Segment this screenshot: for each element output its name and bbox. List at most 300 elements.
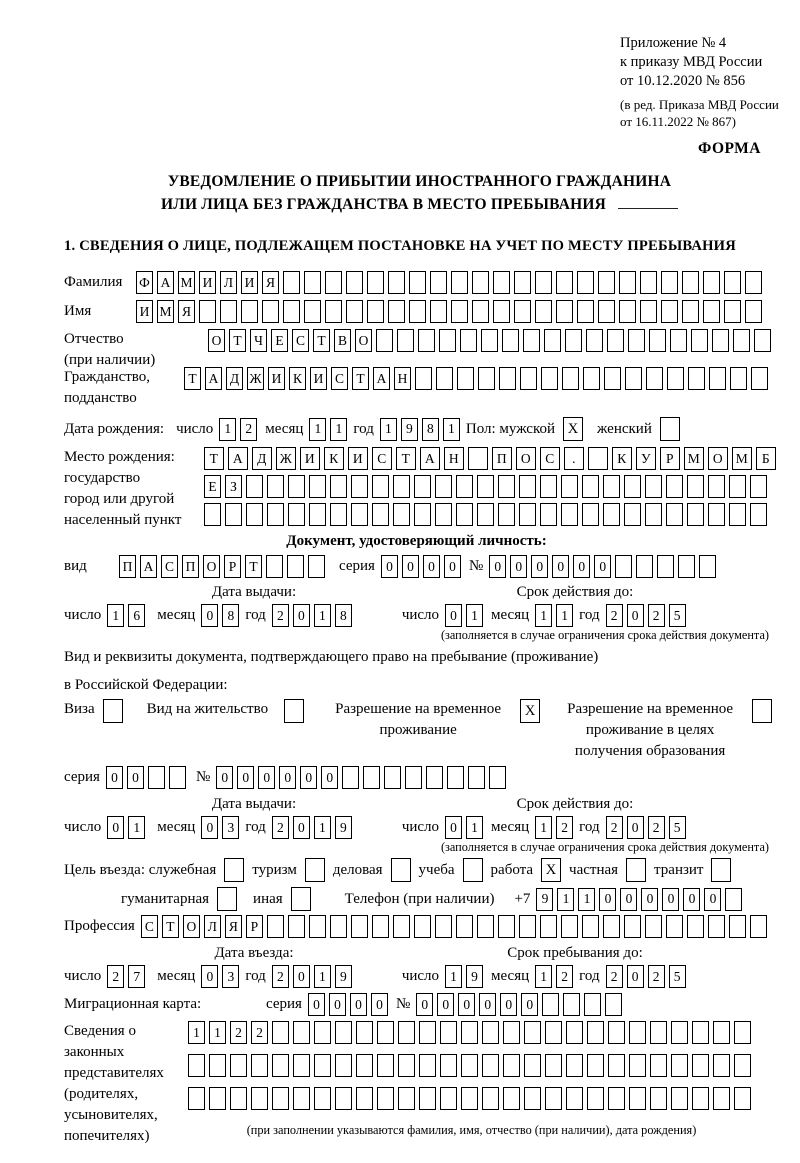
char-cell[interactable] [414, 503, 431, 526]
char-cell[interactable]: А [228, 447, 248, 470]
char-cell[interactable]: 3 [222, 816, 239, 839]
char-cell[interactable] [598, 271, 615, 294]
char-cell[interactable] [703, 271, 720, 294]
char-cell[interactable] [751, 367, 768, 390]
char-cell[interactable] [649, 329, 666, 352]
char-cell[interactable] [650, 1021, 667, 1044]
char-cell[interactable]: А [205, 367, 222, 390]
char-cell[interactable] [418, 329, 435, 352]
char-cell[interactable] [335, 1054, 352, 1077]
char-cell[interactable] [188, 1087, 205, 1110]
char-cell[interactable] [583, 367, 600, 390]
char-cell[interactable] [607, 329, 624, 352]
char-cell[interactable] [645, 475, 662, 498]
char-cell[interactable] [304, 300, 321, 323]
char-cell[interactable]: . [564, 447, 584, 470]
char-cell[interactable]: 2 [240, 418, 257, 441]
char-cell[interactable]: С [331, 367, 348, 390]
char-cell[interactable] [477, 503, 494, 526]
char-cell[interactable] [314, 1021, 331, 1044]
char-cell[interactable] [540, 475, 557, 498]
char-cell[interactable] [671, 1021, 688, 1044]
char-cell[interactable] [272, 1021, 289, 1044]
char-cell[interactable] [724, 271, 741, 294]
char-cell[interactable]: 0 [416, 993, 433, 1016]
char-cell[interactable]: 1 [209, 1021, 226, 1044]
char-cell[interactable] [241, 300, 258, 323]
char-cell[interactable] [587, 1054, 604, 1077]
char-cell[interactable]: С [540, 447, 560, 470]
char-cell[interactable] [188, 1054, 205, 1077]
char-cell[interactable] [335, 1087, 352, 1110]
char-cell[interactable]: 2 [606, 965, 623, 988]
char-cell[interactable] [342, 766, 359, 789]
char-cell[interactable] [542, 993, 559, 1016]
char-cell[interactable]: А [420, 447, 440, 470]
char-cell[interactable]: Е [204, 475, 221, 498]
char-cell[interactable] [435, 475, 452, 498]
char-cell[interactable] [493, 271, 510, 294]
char-cell[interactable] [439, 329, 456, 352]
char-cell[interactable]: 1 [535, 816, 552, 839]
char-cell[interactable] [745, 271, 762, 294]
char-cell[interactable] [414, 915, 431, 938]
char-cell[interactable]: 0 [479, 993, 496, 1016]
char-cell[interactable] [541, 367, 558, 390]
char-cell[interactable] [304, 271, 321, 294]
char-cell[interactable] [725, 888, 742, 911]
char-cell[interactable] [577, 300, 594, 323]
purpose-study-checkbox[interactable] [463, 858, 483, 882]
char-cell[interactable]: 5 [669, 816, 686, 839]
char-cell[interactable] [209, 1087, 226, 1110]
char-cell[interactable]: О [203, 555, 220, 578]
char-cell[interactable] [435, 503, 452, 526]
char-cell[interactable] [148, 766, 165, 789]
char-cell[interactable]: Д [252, 447, 272, 470]
char-cell[interactable] [482, 1087, 499, 1110]
char-cell[interactable]: 1 [557, 888, 574, 911]
char-cell[interactable] [666, 915, 683, 938]
char-cell[interactable]: Р [246, 915, 263, 938]
char-cell[interactable]: 9 [536, 888, 553, 911]
purpose-work-checkbox[interactable]: X [541, 858, 561, 882]
char-cell[interactable] [544, 329, 561, 352]
char-cell[interactable]: 9 [335, 816, 352, 839]
char-cell[interactable] [440, 1021, 457, 1044]
char-cell[interactable]: Т [313, 329, 330, 352]
char-cell[interactable] [503, 1087, 520, 1110]
char-cell[interactable]: 0 [662, 888, 679, 911]
char-cell[interactable]: 0 [521, 993, 538, 1016]
char-cell[interactable] [687, 503, 704, 526]
char-cell[interactable]: Т [229, 329, 246, 352]
char-cell[interactable] [582, 915, 599, 938]
char-cell[interactable] [671, 1087, 688, 1110]
char-cell[interactable] [691, 329, 708, 352]
char-cell[interactable] [414, 475, 431, 498]
char-cell[interactable]: Ж [247, 367, 264, 390]
char-cell[interactable] [624, 915, 641, 938]
char-cell[interactable] [367, 271, 384, 294]
char-cell[interactable] [456, 915, 473, 938]
char-cell[interactable]: 1 [443, 418, 460, 441]
char-cell[interactable] [713, 1087, 730, 1110]
char-cell[interactable]: М [732, 447, 752, 470]
char-cell[interactable] [687, 915, 704, 938]
char-cell[interactable] [393, 503, 410, 526]
char-cell[interactable] [692, 1021, 709, 1044]
char-cell[interactable] [351, 915, 368, 938]
char-cell[interactable] [456, 503, 473, 526]
char-cell[interactable]: Т [162, 915, 179, 938]
char-cell[interactable] [540, 915, 557, 938]
char-cell[interactable] [545, 1087, 562, 1110]
char-cell[interactable] [293, 1054, 310, 1077]
char-cell[interactable] [556, 271, 573, 294]
char-cell[interactable]: 1 [128, 816, 145, 839]
char-cell[interactable]: Т [396, 447, 416, 470]
char-cell[interactable] [745, 300, 762, 323]
char-cell[interactable] [582, 503, 599, 526]
char-cell[interactable]: 0 [216, 766, 233, 789]
char-cell[interactable] [447, 766, 464, 789]
char-cell[interactable]: 1 [107, 604, 124, 627]
char-cell[interactable] [356, 1021, 373, 1044]
char-cell[interactable]: 5 [669, 965, 686, 988]
char-cell[interactable] [556, 300, 573, 323]
char-cell[interactable] [419, 1021, 436, 1044]
char-cell[interactable] [699, 555, 716, 578]
char-cell[interactable]: Р [660, 447, 680, 470]
char-cell[interactable] [688, 367, 705, 390]
char-cell[interactable] [587, 1087, 604, 1110]
char-cell[interactable]: И [300, 447, 320, 470]
char-cell[interactable] [565, 329, 582, 352]
char-cell[interactable]: Ж [276, 447, 296, 470]
char-cell[interactable]: С [372, 447, 392, 470]
char-cell[interactable]: 8 [335, 604, 352, 627]
char-cell[interactable] [667, 367, 684, 390]
char-cell[interactable] [325, 300, 342, 323]
char-cell[interactable] [430, 300, 447, 323]
char-cell[interactable] [524, 1021, 541, 1044]
char-cell[interactable] [330, 503, 347, 526]
char-cell[interactable]: О [355, 329, 372, 352]
char-cell[interactable]: 0 [627, 604, 644, 627]
char-cell[interactable]: М [157, 300, 174, 323]
char-cell[interactable]: 0 [683, 888, 700, 911]
char-cell[interactable] [729, 915, 746, 938]
char-cell[interactable]: С [161, 555, 178, 578]
char-cell[interactable] [619, 300, 636, 323]
char-cell[interactable] [393, 915, 410, 938]
char-cell[interactable] [628, 329, 645, 352]
char-cell[interactable] [514, 271, 531, 294]
char-cell[interactable] [562, 367, 579, 390]
char-cell[interactable] [563, 993, 580, 1016]
char-cell[interactable] [603, 915, 620, 938]
char-cell[interactable] [498, 503, 515, 526]
char-cell[interactable]: 1 [314, 965, 331, 988]
char-cell[interactable]: К [612, 447, 632, 470]
char-cell[interactable] [629, 1087, 646, 1110]
char-cell[interactable] [266, 555, 283, 578]
char-cell[interactable]: О [516, 447, 536, 470]
char-cell[interactable]: 2 [648, 965, 665, 988]
char-cell[interactable] [499, 367, 516, 390]
char-cell[interactable] [519, 475, 536, 498]
char-cell[interactable] [435, 915, 452, 938]
char-cell[interactable]: Т [352, 367, 369, 390]
char-cell[interactable] [692, 1087, 709, 1110]
char-cell[interactable] [514, 300, 531, 323]
char-cell[interactable]: 0 [107, 816, 124, 839]
char-cell[interactable] [367, 300, 384, 323]
char-cell[interactable] [713, 1021, 730, 1044]
char-cell[interactable]: 0 [279, 766, 296, 789]
char-cell[interactable] [251, 1054, 268, 1077]
char-cell[interactable]: 0 [445, 604, 462, 627]
char-cell[interactable]: А [373, 367, 390, 390]
char-cell[interactable]: 0 [458, 993, 475, 1016]
char-cell[interactable] [482, 1054, 499, 1077]
char-cell[interactable] [650, 1087, 667, 1110]
char-cell[interactable]: 0 [704, 888, 721, 911]
char-cell[interactable] [388, 271, 405, 294]
char-cell[interactable] [734, 1054, 751, 1077]
char-cell[interactable] [640, 271, 657, 294]
char-cell[interactable]: 0 [293, 965, 310, 988]
char-cell[interactable]: 0 [350, 993, 367, 1016]
char-cell[interactable] [346, 300, 363, 323]
char-cell[interactable]: 0 [300, 766, 317, 789]
char-cell[interactable] [657, 555, 674, 578]
char-cell[interactable]: 0 [201, 604, 218, 627]
char-cell[interactable] [477, 915, 494, 938]
char-cell[interactable] [288, 915, 305, 938]
char-cell[interactable]: 0 [599, 888, 616, 911]
char-cell[interactable] [750, 475, 767, 498]
char-cell[interactable] [293, 1087, 310, 1110]
char-cell[interactable]: 1 [314, 816, 331, 839]
purpose-official-checkbox[interactable] [224, 858, 244, 882]
char-cell[interactable]: 0 [201, 965, 218, 988]
char-cell[interactable]: Т [204, 447, 224, 470]
char-cell[interactable]: И [136, 300, 153, 323]
char-cell[interactable]: 1 [535, 604, 552, 627]
char-cell[interactable]: К [289, 367, 306, 390]
char-cell[interactable]: 0 [627, 816, 644, 839]
char-cell[interactable] [272, 1087, 289, 1110]
char-cell[interactable] [519, 915, 536, 938]
char-cell[interactable] [405, 766, 422, 789]
char-cell[interactable]: 0 [371, 993, 388, 1016]
char-cell[interactable] [309, 475, 326, 498]
char-cell[interactable]: И [241, 271, 258, 294]
char-cell[interactable]: 3 [222, 965, 239, 988]
char-cell[interactable]: И [268, 367, 285, 390]
char-cell[interactable]: Т [245, 555, 262, 578]
char-cell[interactable] [472, 271, 489, 294]
char-cell[interactable] [603, 475, 620, 498]
char-cell[interactable] [566, 1021, 583, 1044]
char-cell[interactable] [671, 1054, 688, 1077]
char-cell[interactable]: А [140, 555, 157, 578]
char-cell[interactable]: 1 [330, 418, 347, 441]
char-cell[interactable] [388, 300, 405, 323]
char-cell[interactable] [523, 329, 540, 352]
char-cell[interactable]: 0 [293, 604, 310, 627]
char-cell[interactable] [267, 475, 284, 498]
char-cell[interactable] [733, 329, 750, 352]
char-cell[interactable]: 2 [230, 1021, 247, 1044]
char-cell[interactable] [308, 555, 325, 578]
char-cell[interactable] [468, 447, 488, 470]
char-cell[interactable] [645, 503, 662, 526]
char-cell[interactable]: 0 [641, 888, 658, 911]
char-cell[interactable] [314, 1087, 331, 1110]
char-cell[interactable] [524, 1087, 541, 1110]
char-cell[interactable] [682, 271, 699, 294]
char-cell[interactable]: 1 [535, 965, 552, 988]
char-cell[interactable] [440, 1054, 457, 1077]
char-cell[interactable]: П [119, 555, 136, 578]
char-cell[interactable]: О [708, 447, 728, 470]
char-cell[interactable] [351, 475, 368, 498]
char-cell[interactable]: 2 [648, 816, 665, 839]
purpose-transit-checkbox[interactable] [711, 858, 731, 882]
char-cell[interactable] [540, 503, 557, 526]
char-cell[interactable]: 9 [401, 418, 418, 441]
char-cell[interactable]: 1 [309, 418, 326, 441]
char-cell[interactable]: 2 [272, 965, 289, 988]
char-cell[interactable]: Я [178, 300, 195, 323]
char-cell[interactable] [199, 300, 216, 323]
char-cell[interactable]: М [684, 447, 704, 470]
char-cell[interactable] [363, 766, 380, 789]
char-cell[interactable] [477, 475, 494, 498]
char-cell[interactable] [419, 1054, 436, 1077]
char-cell[interactable] [520, 367, 537, 390]
char-cell[interactable] [566, 1087, 583, 1110]
char-cell[interactable]: 2 [556, 965, 573, 988]
char-cell[interactable] [519, 503, 536, 526]
char-cell[interactable] [502, 329, 519, 352]
char-cell[interactable]: Е [271, 329, 288, 352]
char-cell[interactable] [251, 1087, 268, 1110]
char-cell[interactable]: 0 [531, 555, 548, 578]
char-cell[interactable] [708, 915, 725, 938]
char-cell[interactable] [587, 1021, 604, 1044]
char-cell[interactable]: Л [220, 271, 237, 294]
char-cell[interactable] [650, 1054, 667, 1077]
char-cell[interactable] [461, 1021, 478, 1044]
char-cell[interactable] [604, 367, 621, 390]
char-cell[interactable]: 0 [258, 766, 275, 789]
char-cell[interactable]: И [310, 367, 327, 390]
char-cell[interactable]: Я [225, 915, 242, 938]
char-cell[interactable]: 0 [573, 555, 590, 578]
char-cell[interactable]: 0 [106, 766, 123, 789]
char-cell[interactable] [283, 271, 300, 294]
char-cell[interactable]: К [324, 447, 344, 470]
char-cell[interactable] [734, 1021, 751, 1044]
char-cell[interactable]: 2 [272, 816, 289, 839]
char-cell[interactable] [730, 367, 747, 390]
char-cell[interactable] [225, 503, 242, 526]
purpose-private-checkbox[interactable] [626, 858, 646, 882]
visa-checkbox[interactable] [103, 699, 123, 723]
char-cell[interactable] [436, 367, 453, 390]
char-cell[interactable]: 1 [380, 418, 397, 441]
char-cell[interactable] [724, 300, 741, 323]
char-cell[interactable] [309, 503, 326, 526]
char-cell[interactable] [503, 1054, 520, 1077]
char-cell[interactable] [629, 1021, 646, 1044]
edu-residence-checkbox[interactable] [752, 699, 772, 723]
char-cell[interactable]: 0 [329, 993, 346, 1016]
char-cell[interactable] [603, 503, 620, 526]
char-cell[interactable] [498, 915, 515, 938]
char-cell[interactable]: 1 [578, 888, 595, 911]
char-cell[interactable]: 0 [437, 993, 454, 1016]
char-cell[interactable]: 1 [219, 418, 236, 441]
char-cell[interactable] [209, 1054, 226, 1077]
char-cell[interactable]: 1 [188, 1021, 205, 1044]
char-cell[interactable] [489, 766, 506, 789]
char-cell[interactable] [377, 1054, 394, 1077]
char-cell[interactable] [330, 915, 347, 938]
char-cell[interactable]: У [636, 447, 656, 470]
char-cell[interactable]: 1 [466, 604, 483, 627]
char-cell[interactable] [524, 1054, 541, 1077]
char-cell[interactable]: 7 [128, 965, 145, 988]
char-cell[interactable] [356, 1054, 373, 1077]
char-cell[interactable] [346, 271, 363, 294]
char-cell[interactable]: 0 [201, 816, 218, 839]
char-cell[interactable] [545, 1054, 562, 1077]
char-cell[interactable] [734, 1087, 751, 1110]
char-cell[interactable]: 2 [251, 1021, 268, 1044]
char-cell[interactable] [712, 329, 729, 352]
char-cell[interactable] [545, 1021, 562, 1044]
char-cell[interactable] [376, 329, 393, 352]
purpose-other-checkbox[interactable] [291, 887, 311, 911]
char-cell[interactable] [482, 1021, 499, 1044]
char-cell[interactable] [288, 503, 305, 526]
char-cell[interactable] [460, 329, 477, 352]
char-cell[interactable]: И [348, 447, 368, 470]
char-cell[interactable]: В [334, 329, 351, 352]
char-cell[interactable] [384, 766, 401, 789]
char-cell[interactable] [398, 1087, 415, 1110]
char-cell[interactable] [377, 1087, 394, 1110]
char-cell[interactable] [426, 766, 443, 789]
char-cell[interactable] [582, 475, 599, 498]
char-cell[interactable] [666, 503, 683, 526]
char-cell[interactable]: И [199, 271, 216, 294]
char-cell[interactable] [535, 271, 552, 294]
char-cell[interactable] [230, 1054, 247, 1077]
char-cell[interactable]: 1 [466, 816, 483, 839]
char-cell[interactable] [267, 915, 284, 938]
char-cell[interactable]: 0 [308, 993, 325, 1016]
char-cell[interactable] [561, 503, 578, 526]
char-cell[interactable] [703, 300, 720, 323]
char-cell[interactable] [561, 475, 578, 498]
char-cell[interactable]: Н [394, 367, 411, 390]
